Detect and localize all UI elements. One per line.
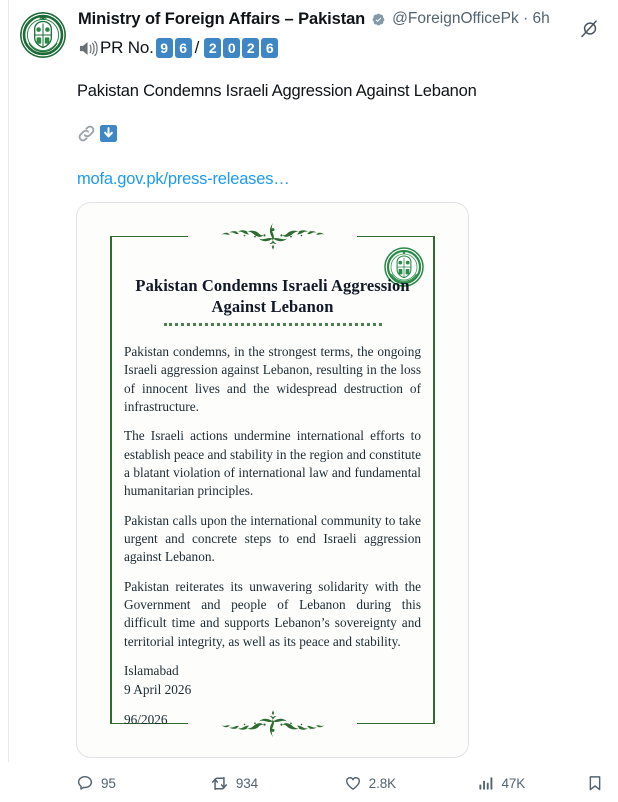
doc-rule-top-left (110, 236, 188, 237)
pr-number-left (156, 38, 192, 58)
document-signature (124, 662, 421, 729)
link-emoji (76, 123, 97, 144)
keycap-digit: 2 (204, 38, 221, 58)
grok-analyze-icon[interactable] (579, 18, 600, 39)
display-name[interactable]: Ministry of Foreign Affairs – Pakistan (78, 9, 366, 28)
bookmark-icon (586, 774, 604, 792)
document-paragraph: Pakistan condemns, in the strongest terms, the ongoing Israeli aggression against Lebanon, resulting in the loss of innocent lives and the widespread destruction of infrastructure. (124, 344, 421, 415)
document-body (124, 343, 421, 729)
press-release-document (77, 203, 468, 757)
reply-button[interactable] (76, 774, 210, 792)
doc-frame-left (110, 236, 112, 724)
document-reference: 96/2026 (124, 711, 168, 727)
like-count: 2.8K (368, 775, 397, 791)
floral-flourish-ornament (185, 220, 361, 252)
top-clipped-text (238, 0, 257, 1)
author-line (78, 8, 608, 30)
document-paragraph: The Israeli actions undermine international efforts to establish peace and stability in the region and constitute a blatant violation of international law and fundamental humanitarian principles. (124, 428, 421, 499)
views-bars-icon (477, 775, 494, 792)
down-arrow-emoji (99, 124, 118, 143)
keycap-digit: 2 (242, 38, 259, 58)
pr-number-line (78, 36, 608, 60)
press-release-card[interactable] (76, 202, 469, 758)
repost-button[interactable] (210, 774, 344, 793)
document-paragraph: Pakistan reiterates its unwavering solidarity with the Government and people of Lebanon during this difficult time and supports Lebanon’s sovereignty and territorial integrity, as well as its peace and stability. (124, 578, 421, 649)
verified-badge-icon (370, 11, 387, 28)
views-button[interactable] (477, 775, 586, 792)
document-date: 9 April 2026 (124, 681, 192, 697)
keycap-digit: 6 (261, 38, 278, 58)
pr-number-right (204, 38, 278, 58)
document-divider (164, 323, 382, 326)
repost-icon (210, 774, 229, 793)
pakistan-state-emblem-avatar (20, 12, 66, 58)
keycap-digit: 0 (223, 38, 240, 58)
post-header (20, 8, 608, 60)
post-action-bar (76, 770, 604, 796)
loudspeaker-emoji (78, 39, 99, 58)
doc-frame-right (433, 236, 435, 724)
doc-rule-top-right (357, 236, 435, 237)
bookmark-button[interactable] (586, 774, 604, 792)
post-emoji-row (76, 123, 118, 144)
reply-count: 95 (101, 775, 116, 791)
pr-slash: / (194, 38, 200, 57)
views-count: 47K (501, 775, 526, 791)
heart-icon (344, 774, 362, 792)
svg-text:PAKISTAN: PAKISTAN (34, 51, 52, 55)
keycap-digit: 9 (156, 38, 173, 58)
pr-label: PR No. (100, 38, 154, 57)
column-divider (8, 0, 9, 762)
author-handle: @ForeignOfficePk (392, 10, 519, 27)
meta-separator: · (523, 10, 529, 27)
author-handle-and-time[interactable] (392, 10, 550, 28)
document-title: Pakistan Condemns Israeli Aggression Against Lebanon (135, 276, 410, 317)
post-link[interactable]: mofa.gov.pk/press-releases… (77, 170, 290, 188)
keycap-digit: 6 (175, 38, 192, 58)
post-text: Pakistan Condemns Israeli Aggression Against Lebanon (77, 82, 477, 100)
document-place: Islamabad (124, 663, 179, 679)
like-button[interactable] (344, 774, 478, 792)
avatar[interactable] (20, 12, 66, 58)
post-timestamp: 6h (532, 10, 550, 27)
reply-icon (76, 774, 94, 792)
repost-count: 934 (235, 775, 259, 791)
document-paragraph: Pakistan calls upon the international community to take urgent and concrete steps to end Israeli aggression against Lebanon. (124, 512, 421, 565)
